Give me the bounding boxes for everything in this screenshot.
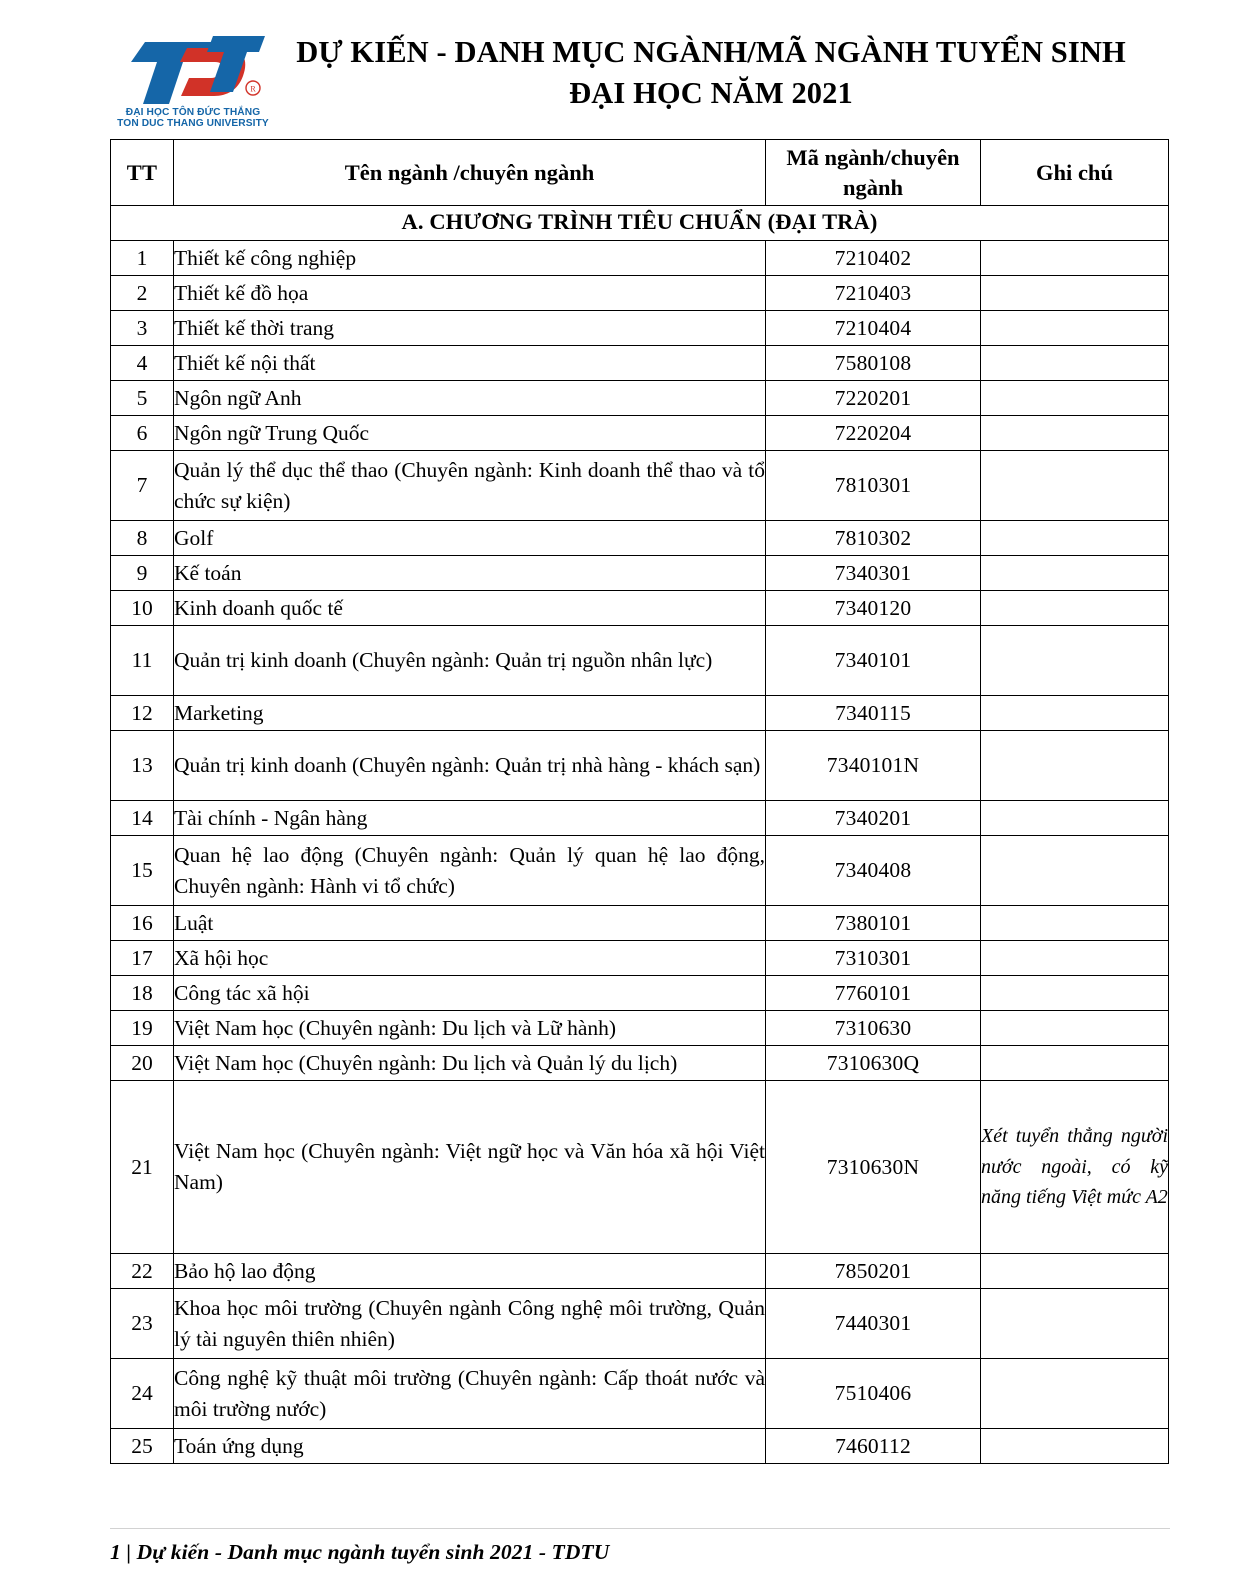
cell-major-code: 7510406: [766, 1359, 981, 1429]
section-header-row: [111, 206, 1169, 241]
logo-subtitle-en: TON DUC THANG UNIVERSITY: [117, 118, 269, 130]
cell-index: 24: [111, 1359, 174, 1429]
cell-major-name: Thiết kế thời trang: [174, 311, 766, 346]
cell-index: 14: [111, 801, 174, 836]
cell-major-code: 7340101: [766, 626, 981, 696]
cell-major-name: Thiết kế đồ họa: [174, 276, 766, 311]
cell-index: 16: [111, 906, 174, 941]
table-row: [111, 311, 1169, 346]
cell-note: [981, 381, 1169, 416]
table-row: [111, 696, 1169, 731]
cell-major-code: 7340120: [766, 591, 981, 626]
cell-note: [981, 416, 1169, 451]
cell-major-name: Công tác xã hội: [174, 976, 766, 1011]
cell-index: 21: [111, 1081, 174, 1254]
cell-major-code: 7810302: [766, 521, 981, 556]
cell-note: [981, 941, 1169, 976]
table-row: [111, 451, 1169, 521]
cell-index: 13: [111, 731, 174, 801]
cell-index: 15: [111, 836, 174, 906]
table-row: [111, 1359, 1169, 1429]
cell-major-code: 7460112: [766, 1429, 981, 1464]
table-row: [111, 241, 1169, 276]
table-row: [111, 906, 1169, 941]
cell-major-name: Thiết kế nội thất: [174, 346, 766, 381]
footer-text: 1 | Dự kiến - Danh mục ngành tuyển sinh 2021 - TDTU: [110, 1540, 610, 1564]
cell-major-name: Khoa học môi trường (Chuyên ngành Công nghệ môi trường, Quản lý tài nguyên thiên nhiên): [174, 1289, 766, 1359]
cell-major-name: Quan hệ lao động (Chuyên ngành: Quản lý quan hệ lao động, Chuyên ngành: Hành vi tổ chức): [174, 836, 766, 906]
cell-note: [981, 906, 1169, 941]
table-row: [111, 1081, 1169, 1254]
cell-note: [981, 696, 1169, 731]
cell-note: [981, 451, 1169, 521]
logo-subtitle-vi: ĐẠI HỌC TÔN ĐỨC THẮNG: [125, 107, 261, 118]
majors-table-container: [110, 139, 1168, 1464]
cell-index: 22: [111, 1254, 174, 1289]
table-row: [111, 416, 1169, 451]
table-row: [111, 591, 1169, 626]
cell-note: [981, 1429, 1169, 1464]
cell-index: 12: [111, 696, 174, 731]
cell-index: 17: [111, 941, 174, 976]
cell-major-name: Quản lý thể dục thể thao (Chuyên ngành: Kinh doanh thể thao và tổ chức sự kiện): [174, 451, 766, 521]
column-header-code: Mã ngành/chuyên ngành: [766, 140, 981, 206]
cell-major-name: Ngôn ngữ Trung Quốc: [174, 416, 766, 451]
cell-major-code: 7210404: [766, 311, 981, 346]
cell-note: [981, 346, 1169, 381]
cell-major-code: 7220201: [766, 381, 981, 416]
cell-major-name: Việt Nam học (Chuyên ngành: Du lịch và Quản lý du lịch): [174, 1046, 766, 1081]
page-title-line-2: ĐẠI HỌC NĂM 2021: [569, 76, 853, 111]
cell-major-name: Marketing: [174, 696, 766, 731]
table-row: [111, 1254, 1169, 1289]
footer-divider: [110, 1528, 1170, 1529]
cell-major-code: 7220204: [766, 416, 981, 451]
cell-index: 4: [111, 346, 174, 381]
cell-note: [981, 836, 1169, 906]
cell-index: 8: [111, 521, 174, 556]
table-header-row: [111, 140, 1169, 206]
cell-major-code: 7580108: [766, 346, 981, 381]
tdt-logo-mark: [117, 30, 269, 116]
cell-index: 2: [111, 276, 174, 311]
cell-major-name: Kinh doanh quốc tế: [174, 591, 766, 626]
table-body: [111, 206, 1169, 1464]
cell-major-code: 7850201: [766, 1254, 981, 1289]
cell-note: [981, 626, 1169, 696]
document-header: [0, 0, 1244, 128]
cell-major-code: 7310630: [766, 1011, 981, 1046]
cell-index: 7: [111, 451, 174, 521]
cell-major-code: 7340408: [766, 836, 981, 906]
cell-major-code: 7340115: [766, 696, 981, 731]
cell-note: [981, 521, 1169, 556]
table-row: [111, 941, 1169, 976]
table-row: [111, 381, 1169, 416]
cell-note: [981, 731, 1169, 801]
cell-note: [981, 556, 1169, 591]
cell-index: 5: [111, 381, 174, 416]
table-row: [111, 731, 1169, 801]
cell-major-name: Golf: [174, 521, 766, 556]
section-header-label: A. CHƯƠNG TRÌNH TIÊU CHUẨN (ĐẠI TRÀ): [111, 206, 1169, 241]
cell-major-code: 7380101: [766, 906, 981, 941]
cell-major-name: Tài chính - Ngân hàng: [174, 801, 766, 836]
table-row: [111, 1011, 1169, 1046]
cell-note: [981, 241, 1169, 276]
column-header-note: Ghi chú: [981, 140, 1169, 206]
cell-note: [981, 311, 1169, 346]
cell-major-name: Việt Nam học (Chuyên ngành: Du lịch và Lữ hành): [174, 1011, 766, 1046]
page-title-line-1: DỰ KIẾN - DANH MỤC NGÀNH/MÃ NGÀNH TUYỂN SINH: [296, 35, 1126, 69]
cell-note: [981, 591, 1169, 626]
cell-note: [981, 1254, 1169, 1289]
cell-major-code: 7210403: [766, 276, 981, 311]
document-title: [278, 22, 1244, 115]
cell-index: 20: [111, 1046, 174, 1081]
cell-major-code: 7210402: [766, 241, 981, 276]
svg-text:R: R: [250, 84, 256, 94]
cell-major-name: Bảo hộ lao động: [174, 1254, 766, 1289]
cell-major-name: Kế toán: [174, 556, 766, 591]
cell-major-code: 7760101: [766, 976, 981, 1011]
table-row: [111, 1046, 1169, 1081]
cell-index: 11: [111, 626, 174, 696]
cell-index: 10: [111, 591, 174, 626]
cell-index: 23: [111, 1289, 174, 1359]
cell-note: [981, 976, 1169, 1011]
cell-note: [981, 1289, 1169, 1359]
cell-major-code: 7310630N: [766, 1081, 981, 1254]
cell-major-name: Quản trị kinh doanh (Chuyên ngành: Quản trị nguồn nhân lực): [174, 626, 766, 696]
table-row: [111, 276, 1169, 311]
table-row: [111, 1289, 1169, 1359]
cell-note: [981, 1046, 1169, 1081]
document-footer: [110, 1528, 1170, 1565]
cell-major-code: 7810301: [766, 451, 981, 521]
cell-major-code: 7310301: [766, 941, 981, 976]
cell-major-code: 7310630Q: [766, 1046, 981, 1081]
cell-major-name: Công nghệ kỹ thuật môi trường (Chuyên ngành: Cấp thoát nước và môi trường nước): [174, 1359, 766, 1429]
cell-index: 6: [111, 416, 174, 451]
cell-note: [981, 1011, 1169, 1046]
table-row: [111, 556, 1169, 591]
cell-major-name: Toán ứng dụng: [174, 1429, 766, 1464]
cell-index: 25: [111, 1429, 174, 1464]
cell-major-name: Quản trị kinh doanh (Chuyên ngành: Quản trị nhà hàng - khách sạn): [174, 731, 766, 801]
cell-major-name: Thiết kế công nghiệp: [174, 241, 766, 276]
cell-major-name: Ngôn ngữ Anh: [174, 381, 766, 416]
cell-major-code: 7340201: [766, 801, 981, 836]
majors-table: [110, 139, 1169, 1464]
cell-index: 3: [111, 311, 174, 346]
table-header: [111, 140, 1169, 206]
cell-major-code: 7340301: [766, 556, 981, 591]
cell-index: 19: [111, 1011, 174, 1046]
cell-major-code: 7440301: [766, 1289, 981, 1359]
table-row: [111, 346, 1169, 381]
table-row: [111, 836, 1169, 906]
tdt-university-logo: [108, 22, 278, 130]
cell-major-name: Việt Nam học (Chuyên ngành: Việt ngữ học và Văn hóa xã hội Việt Nam): [174, 1081, 766, 1254]
table-row: [111, 521, 1169, 556]
table-row: [111, 1429, 1169, 1464]
cell-note: [981, 801, 1169, 836]
cell-major-name: Luật: [174, 906, 766, 941]
cell-index: 18: [111, 976, 174, 1011]
cell-index: 9: [111, 556, 174, 591]
table-row: [111, 801, 1169, 836]
cell-note: [981, 1359, 1169, 1429]
cell-note: Xét tuyển thẳng người nước ngoài, có kỹ năng tiếng Việt mức A2: [981, 1081, 1169, 1254]
cell-major-code: 7340101N: [766, 731, 981, 801]
cell-major-name: Xã hội học: [174, 941, 766, 976]
cell-note: [981, 276, 1169, 311]
cell-index: 1: [111, 241, 174, 276]
table-row: [111, 626, 1169, 696]
column-header-tt: TT: [111, 140, 174, 206]
column-header-name: Tên ngành /chuyên ngành: [174, 140, 766, 206]
table-row: [111, 976, 1169, 1011]
